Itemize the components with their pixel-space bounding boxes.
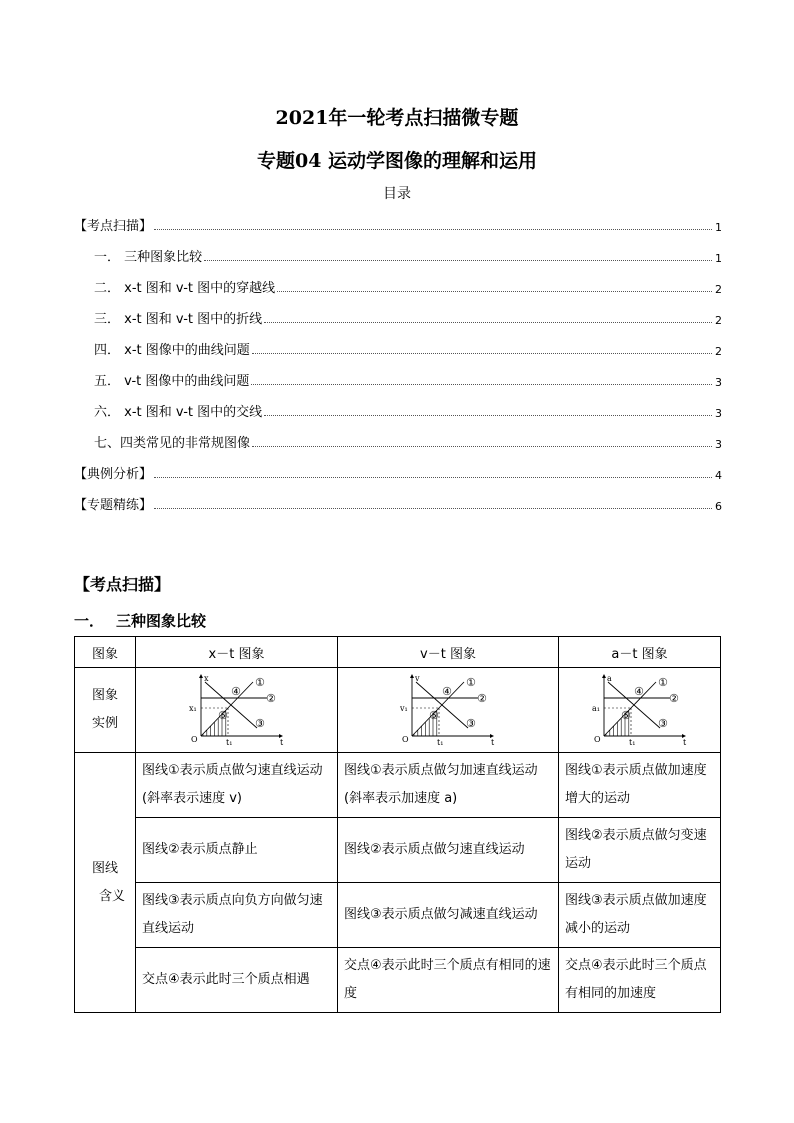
graph-cell-vt <box>338 668 559 753</box>
subsection-text: 三种图象比较 <box>116 612 207 630</box>
example-row <box>75 668 721 753</box>
toc-entry[interactable] <box>74 369 722 389</box>
document-subtitle: 专题04 运动学图像的理解和运用 <box>256 150 538 172</box>
label-3: ③ <box>466 717 476 730</box>
subsection-title <box>74 610 206 631</box>
meaning-cell: 图线①表示质点做加速度增大的运动 <box>559 753 721 818</box>
toc-entry[interactable] <box>74 431 722 451</box>
meaning-label-line1: 图线 <box>91 860 118 876</box>
toc-entry-page: 2 <box>715 314 722 327</box>
toc-entry[interactable] <box>74 214 722 234</box>
toc-entry-text: 一． 三种图象比较 <box>94 250 203 265</box>
toc-leader-dots <box>252 445 712 447</box>
t1-label: t₁ <box>437 738 444 747</box>
toc-entry-text: 七、四类常见的非常规图像 <box>94 436 251 451</box>
t1-label: t₁ <box>225 738 232 747</box>
comparison-table <box>74 636 721 1013</box>
t-label: t <box>279 738 283 747</box>
header-cell-at: a－t 图象 <box>559 637 721 668</box>
toc-entry-page: 3 <box>715 376 722 389</box>
header-cell-xt: x－t 图象 <box>136 637 338 668</box>
meaning-row <box>75 818 721 883</box>
toc-leader-dots <box>154 228 712 230</box>
axis-label: v <box>415 674 420 683</box>
toc-entry-page: 1 <box>715 252 722 265</box>
meaning-cell: 图线②表示质点做匀速直线运动 <box>338 818 559 883</box>
toc-entry-text: 四． x-t 图像中的曲线问题 <box>94 343 250 358</box>
origin-label: O <box>190 735 198 744</box>
meaning-cell: 图线③表示质点做匀减速直线运动 <box>338 883 559 948</box>
label-5: ⑤ <box>429 709 439 722</box>
example-label-cell <box>75 668 136 753</box>
meaning-cell: 交点④表示此时三个质点有相同的速度 <box>338 948 559 1013</box>
at-graph <box>590 672 690 748</box>
meaning-cell: 图线①表示质点做匀加速直线运动(斜率表示加速度 a) <box>338 753 559 818</box>
vt-graph <box>398 672 498 748</box>
toc-leader-dots <box>251 383 712 385</box>
toc-entry[interactable] <box>74 400 722 420</box>
toc-entry[interactable] <box>74 307 722 327</box>
header-cell-vt: v－t 图象 <box>338 637 559 668</box>
label-2: ② <box>668 692 679 705</box>
label-5: ⑤ <box>620 709 631 722</box>
toc-entry-page: 6 <box>715 500 722 513</box>
axis-mark-label: v₁ <box>400 704 408 713</box>
section-title: 【考点扫描】 <box>74 575 171 594</box>
toc-entry-page: 2 <box>715 283 722 296</box>
subsection-number: 一． <box>74 612 105 630</box>
label-1: ① <box>657 676 668 689</box>
graph-cell-xt <box>136 668 338 753</box>
meaning-label-line2: 含义 <box>98 888 125 904</box>
axis-label: x <box>203 674 209 683</box>
label-1: ① <box>466 676 476 689</box>
toc-entry-page: 3 <box>715 407 722 420</box>
document-title: 2021年一轮考点扫描微专题 <box>275 107 519 129</box>
table-header-row <box>75 637 721 668</box>
t1-label: t₁ <box>628 738 635 747</box>
toc-entry-text: 【典例分析】 <box>74 467 153 482</box>
xt-graph <box>187 672 287 748</box>
origin-label: O <box>593 735 601 744</box>
axis-label: a <box>606 674 612 683</box>
label-2: ② <box>477 692 487 705</box>
axis-mark-label: a₁ <box>591 704 600 713</box>
toc-entry[interactable] <box>74 493 722 513</box>
meaning-cell: 交点④表示此时三个质点相遇 <box>136 948 338 1013</box>
toc-entry-text: 【考点扫描】 <box>74 219 153 234</box>
toc-leader-dots <box>204 259 712 261</box>
toc-leader-dots <box>264 414 712 416</box>
toc-leader-dots <box>154 476 712 478</box>
toc-entry[interactable] <box>74 462 722 482</box>
toc-leader-dots <box>252 352 712 354</box>
y-axis-arrow <box>602 674 606 678</box>
graph-cell-at <box>559 668 721 753</box>
toc-entry-text: 六． x-t 图和 v-t 图中的交线 <box>94 405 263 420</box>
meaning-cell: 交点④表示此时三个质点有相同的加速度 <box>559 948 721 1013</box>
toc-entry-text: 二． x-t 图和 v-t 图中的穿越线 <box>94 281 276 296</box>
meaning-label-cell <box>75 753 136 1013</box>
header-cell-image: 图象 <box>75 637 136 668</box>
meaning-cell: 图线②表示质点静止 <box>136 818 338 883</box>
y-axis-arrow <box>199 674 203 678</box>
meaning-cell: 图线③表示质点向负方向做匀速直线运动 <box>136 883 338 948</box>
toc-entry-page: 4 <box>715 469 722 482</box>
toc-entry-page: 3 <box>715 438 722 451</box>
t-label: t <box>682 738 686 747</box>
toc-entry-page: 2 <box>715 345 722 358</box>
t-label: t <box>491 738 495 747</box>
axis-mark-label: x₁ <box>188 704 197 713</box>
label-5: ⑤ <box>217 709 228 722</box>
label-1: ① <box>254 676 265 689</box>
toc-entry[interactable] <box>74 338 722 358</box>
toc-entry-text: 【专题精练】 <box>74 498 153 513</box>
label-4: ④ <box>442 685 452 698</box>
toc-leader-dots <box>277 290 712 292</box>
meaning-row <box>75 948 721 1013</box>
example-label-line2: 实例 <box>91 716 118 731</box>
label-4: ④ <box>230 685 241 698</box>
toc-entry[interactable] <box>74 245 722 265</box>
toc-heading: 目录 <box>383 186 411 202</box>
toc-entry-text: 五． v-t 图像中的曲线问题 <box>94 374 250 389</box>
example-label-line1: 图象 <box>91 688 118 703</box>
label-3: ③ <box>254 717 265 730</box>
y-axis-arrow <box>410 674 414 678</box>
toc-entry[interactable] <box>74 276 722 296</box>
toc-entry-text: 三． x-t 图和 v-t 图中的折线 <box>94 312 263 327</box>
origin-label: O <box>402 735 409 744</box>
toc-leader-dots <box>154 507 712 509</box>
label-2: ② <box>265 692 276 705</box>
meaning-row <box>75 753 721 818</box>
toc-leader-dots <box>264 321 712 323</box>
meaning-cell: 图线①表示质点做匀速直线运动(斜率表示速度 v) <box>136 753 338 818</box>
label-4: ④ <box>633 685 644 698</box>
meaning-cell: 图线②表示质点做匀变速运动 <box>559 818 721 883</box>
label-3: ③ <box>657 717 668 730</box>
meaning-row <box>75 883 721 948</box>
meaning-cell: 图线③表示质点做加速度减小的运动 <box>559 883 721 948</box>
toc-entry-page: 1 <box>715 221 722 234</box>
